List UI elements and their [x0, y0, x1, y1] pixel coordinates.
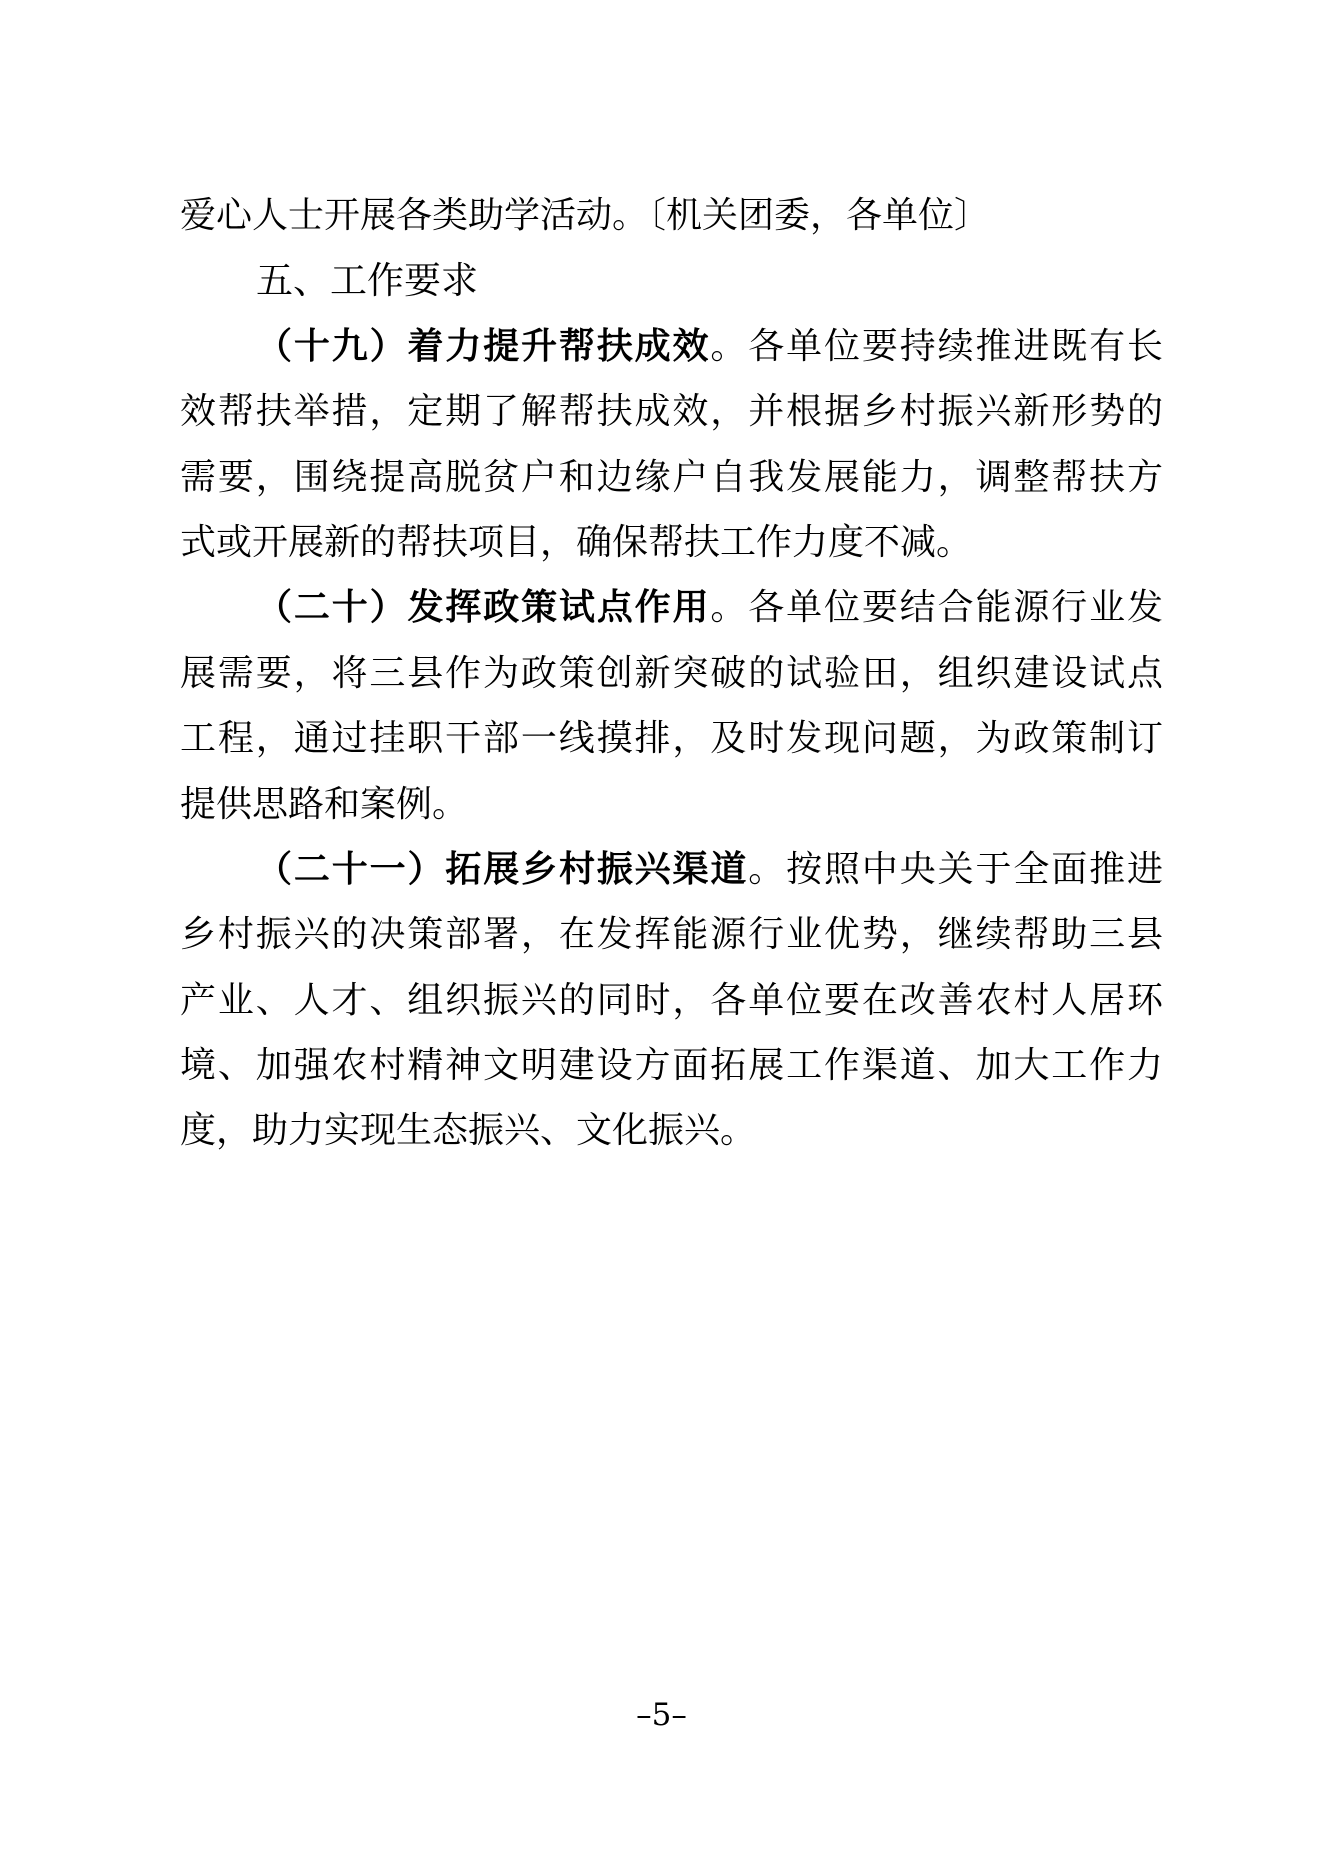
section-heading — [180, 248, 1163, 313]
body-text: 乡村振兴的决策部署，在发挥能源行业优势，继续帮助三县 — [180, 914, 1163, 956]
text-line — [180, 968, 1163, 1033]
text-line — [180, 183, 1163, 248]
body-text: 提供思路和案例。 — [180, 783, 469, 825]
text-line — [180, 837, 1163, 902]
body-text: 式或开展新的帮扶项目，确保帮扶工作力度不减。 — [180, 521, 973, 563]
body-text: 。各单位要持续推进既有长 — [710, 325, 1163, 367]
text-line — [180, 641, 1163, 706]
body-text: 产业、人才、组织振兴的同时，各单位要在改善农村人居环 — [180, 979, 1163, 1021]
text-line — [180, 445, 1163, 510]
body-text: 境、加强农村精神文明建设方面拓展工作渠道、加大工作力 — [180, 1045, 1163, 1087]
body-text: 展需要，将三县作为政策创新突破的试验田，组织建设试点 — [180, 652, 1163, 694]
text-line — [180, 772, 1163, 837]
emphasis-text: （二十）发挥政策试点作用 — [256, 586, 711, 629]
body-text: 度，助力实现生态振兴、文化振兴。 — [180, 1110, 757, 1152]
text-line — [180, 1098, 1163, 1163]
body-text: 爱心人士开展各类助学活动。〔机关团委，各单位〕 — [180, 195, 991, 236]
emphasis-text: （十九）着力提升帮扶成效 — [256, 324, 711, 367]
body-text: 需要，围绕提高脱贫户和边缘户自我发展能力，调整帮扶方 — [180, 456, 1163, 498]
body-text: 五、工作要求 — [256, 259, 478, 303]
text-line — [180, 575, 1163, 640]
text-line — [180, 706, 1163, 771]
body-text: 效帮扶举措，定期了解帮扶成效，并根据乡村振兴新形势的 — [180, 391, 1163, 433]
emphasis-text: （二十一）拓展乡村振兴渠道 — [256, 847, 749, 890]
text-line — [180, 902, 1163, 967]
body-text: 。按照中央关于全面推进 — [748, 848, 1163, 890]
body-text: 。各单位要结合能源行业发 — [710, 587, 1163, 629]
page-number: –5– — [636, 1697, 687, 1733]
text-line — [180, 314, 1163, 379]
text-line — [180, 510, 1163, 575]
document-body — [180, 183, 1163, 1164]
body-text: 工程，通过挂职干部一线摸排，及时发现问题，为政策制订 — [180, 718, 1163, 760]
text-line — [180, 379, 1163, 444]
text-line — [180, 1033, 1163, 1098]
